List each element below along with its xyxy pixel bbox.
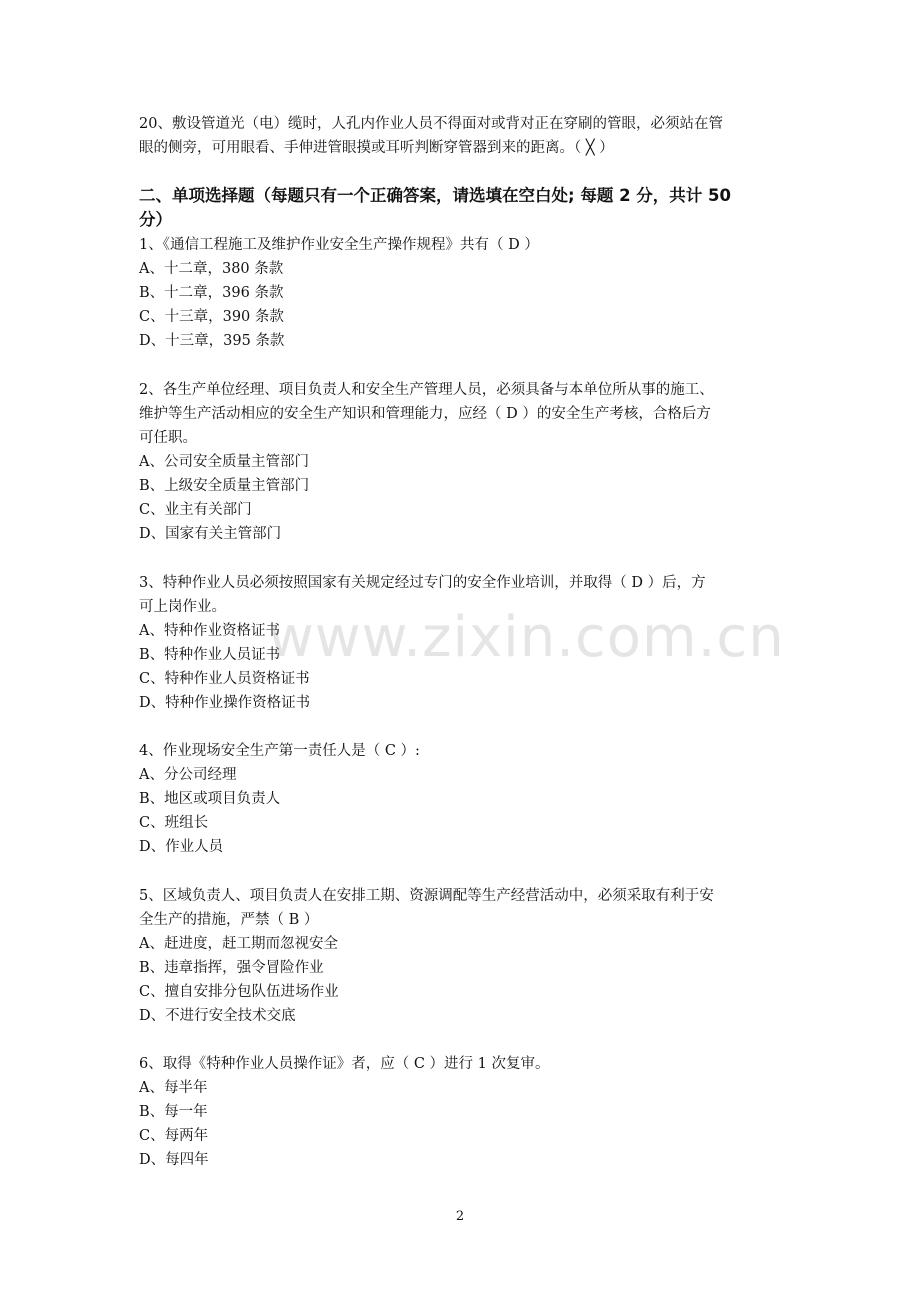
question-5-option-c: C、擅自安排分包队伍进场作业 xyxy=(139,984,339,1000)
question-2-text-line-1: 2、各生产单位经理、项目负责人和安全生产管理人员，必须具备与本单位所从事的施工、 xyxy=(139,382,714,398)
question-2-option-b: B、上级安全质量主管部门 xyxy=(139,478,310,494)
page-number: 2 xyxy=(455,1209,465,1224)
question-4-option-d: D、作业人员 xyxy=(139,839,224,855)
question-2-text-line-3: 可任职。 xyxy=(139,430,197,446)
question-5-text-line-1: 5、区域负责人、项目负责人在安排工期、资源调配等生产经营活动中，必须采取有利于安 xyxy=(139,888,714,904)
question-2-option-a: A、公司安全质量主管部门 xyxy=(139,454,309,470)
watermark: www.zixin.com.cn xyxy=(268,605,785,670)
question-3-option-c: C、特种作业人员资格证书 xyxy=(139,671,310,687)
question-4-option-b: B、地区或项目负责人 xyxy=(139,791,281,807)
question-5-option-a: A、赶进度，赶工期而忽视安全 xyxy=(139,936,338,952)
question-20-line-2: 眼的侧旁，可用眼看、手伸进管眼摸或耳听判断穿管器到来的距离。（ ╳ ） xyxy=(139,140,614,156)
question-2-option-d: D、国家有关主管部门 xyxy=(139,526,282,542)
question-2-text-line-2: 维护等生产活动相应的安全生产知识和管理能力，应经（ D ）的安全生产考核，合格后方 xyxy=(139,406,711,422)
question-1-text: 1、《通信工程施工及维护作业安全生产操作规程》共有（ D ） xyxy=(139,237,539,253)
question-6-option-c: C、每两年 xyxy=(139,1128,209,1144)
question-5-option-d: D、不进行安全技术交底 xyxy=(139,1008,296,1024)
question-1-option-b: B、十二章，396 条款 xyxy=(139,285,284,301)
question-3-option-a: A、特种作业资格证书 xyxy=(139,623,280,639)
question-1-option-d: D、十三章，395 条款 xyxy=(139,333,285,349)
question-3-text-line-1: 3、特种作业人员必须按照国家有关规定经过专门的安全作业培训，并取得（ D ）后，方 xyxy=(139,575,706,591)
question-5-option-b: B、违章指挥，强令冒险作业 xyxy=(139,960,324,976)
question-4-text: 4、作业现场安全生产第一责任人是（ C ）: xyxy=(139,743,420,759)
question-6-option-d: D、每四年 xyxy=(139,1152,209,1168)
question-5-text-line-2: 全生产的措施，严禁（ B ） xyxy=(139,912,319,928)
section-heading-line-2: 分） xyxy=(139,210,172,229)
question-3-option-b: B、特种作业人员证书 xyxy=(139,647,281,663)
question-1-option-a: A、十二章，380 条款 xyxy=(139,261,284,277)
question-6-text: 6、取得《特种作业人员操作证》者，应（ C ）进行 1 次复审。 xyxy=(139,1056,550,1072)
question-3-text-line-2: 可上岗作业。 xyxy=(139,599,226,615)
question-3-option-d: D、特种作业操作资格证书 xyxy=(139,695,311,711)
question-20-line-1: 20、敷设管道光（电）缆时，人孔内作业人员不得面对或背对正在穿刷的管眼，必须站在管 xyxy=(139,116,723,132)
question-6-option-a: A、每半年 xyxy=(139,1080,208,1096)
question-1-option-c: C、十三章，390 条款 xyxy=(139,309,284,325)
question-6-option-b: B、每一年 xyxy=(139,1104,208,1120)
question-2-option-c: C、业主有关部门 xyxy=(139,502,252,518)
question-4-option-c: C、班组长 xyxy=(139,815,209,831)
section-heading-line-1: 二、单项选择题（每题只有一个正确答案，请选填在空白处; 每题 2 分，共计 50 xyxy=(139,186,732,205)
question-4-option-a: A、分公司经理 xyxy=(139,767,237,783)
